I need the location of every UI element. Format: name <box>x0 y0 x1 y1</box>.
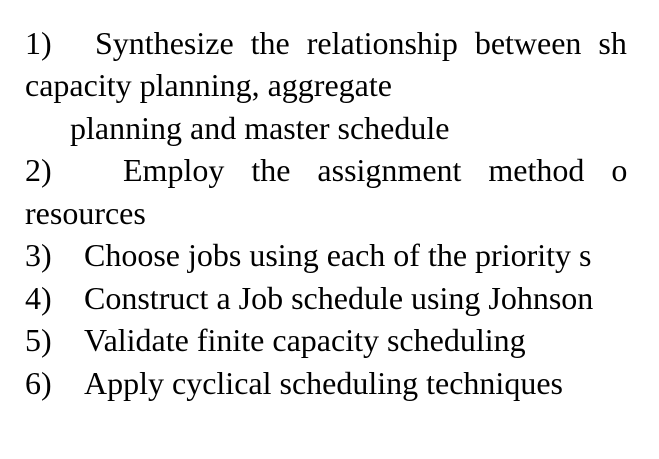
item-number: 1) <box>25 25 52 61</box>
item-text-line: Employ the assignment method o <box>123 152 628 188</box>
item-text-line: planning and master schedule <box>70 110 450 146</box>
item-text-line: Construct a Job schedule using Johnson <box>84 280 594 316</box>
list-item-2-continuation <box>25 192 146 234</box>
item-number: 2) <box>25 152 52 188</box>
item-number: 6) <box>25 365 52 401</box>
item-text-line: Validate finite capacity scheduling <box>84 322 526 358</box>
list-item-1-continuation <box>25 64 392 106</box>
list-item-1-continuation <box>70 107 449 149</box>
item-number: 3) <box>25 237 52 273</box>
list-item-4 <box>25 277 593 319</box>
item-number: 5) <box>25 322 52 358</box>
list-item-5 <box>25 319 526 361</box>
list-item-3 <box>25 234 591 276</box>
list-item-1 <box>25 22 627 64</box>
list-item-6 <box>25 362 563 404</box>
item-text-line: capacity planning, aggregate <box>25 67 392 103</box>
item-number: 4) <box>25 280 52 316</box>
list-item-2 <box>25 149 627 191</box>
item-text-line: Synthesize the relationship between sh <box>95 25 627 61</box>
item-text-line: Apply cyclical scheduling techniques <box>84 365 563 401</box>
item-text-line: Choose jobs using each of the priority s <box>84 237 592 273</box>
item-text-line: resources <box>25 195 146 231</box>
